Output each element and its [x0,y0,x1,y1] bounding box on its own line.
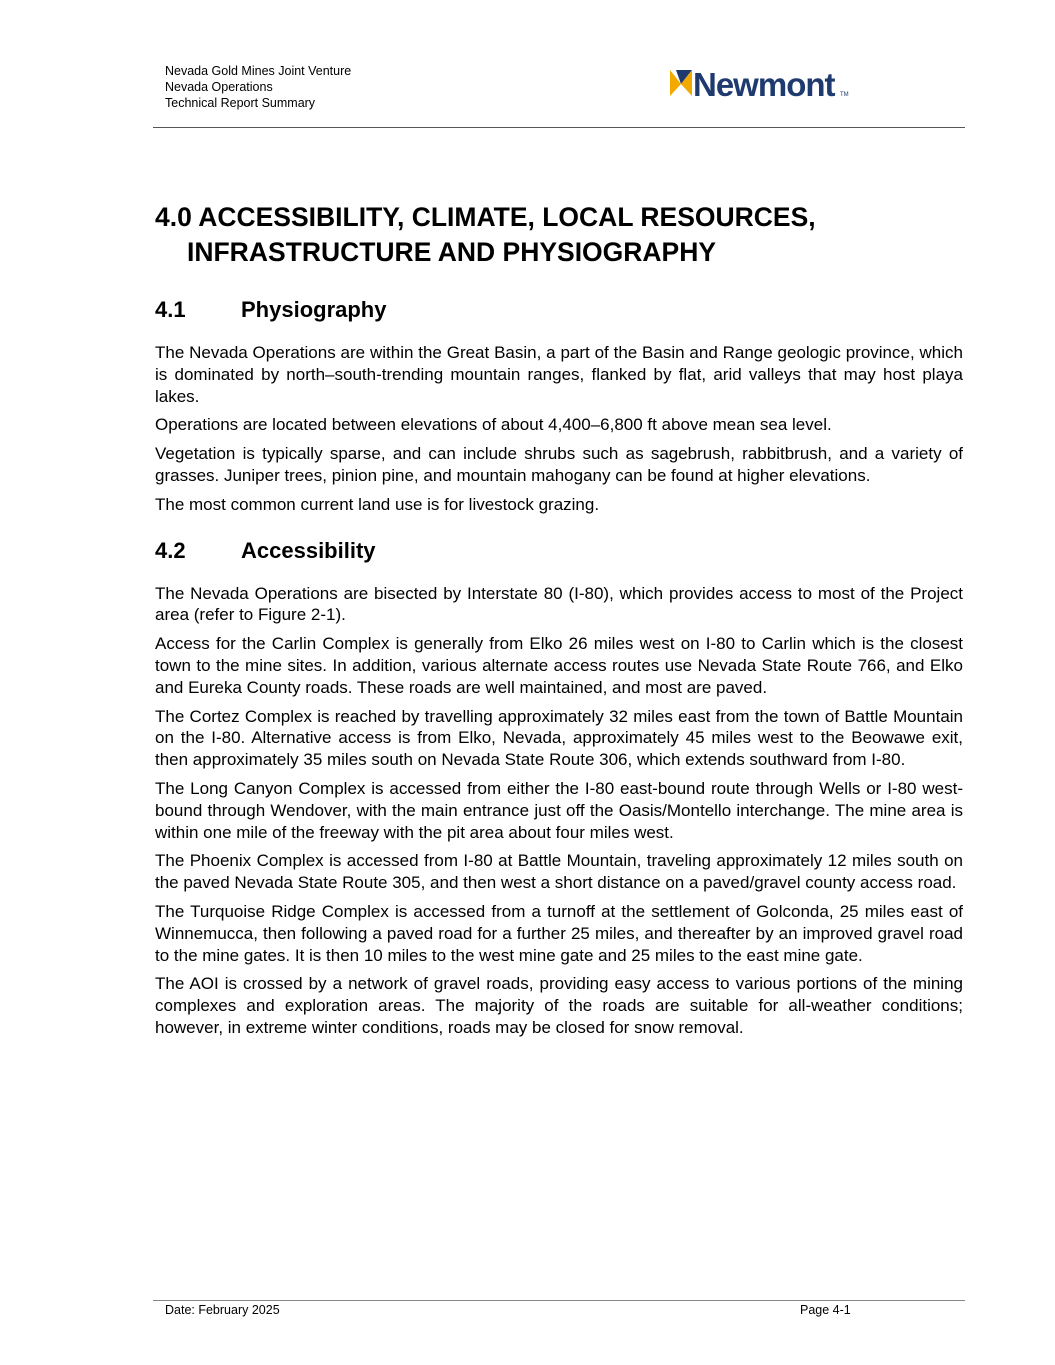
subsection-title: Accessibility [241,537,376,563]
paragraph: The AOI is crossed by a network of gravel roads, providing easy access to various portions of the mining complexes and exploration areas. The majority of the roads are suitable for all-weather conditions; however, in extreme winter conditions, roads may be closed for snow removal. [155,974,963,1037]
paragraph: Vegetation is typically sparse, and can include shrubs such as sagebrush, rabbitbrush, and a variety of grasses. Juniper trees, pinion pine, and mountain mahogany can be found at higher elevations. [155,444,963,485]
header-line-2: Nevada Operations [165,80,273,94]
paragraph: Access for the Carlin Complex is generally from Elko 26 miles west on I-80 to Carlin which is the closest town to the mine sites. In addition, various alternate access routes use Nevada State Route 766, and Elko and Eureka County roads. These roads are well maintained, and most are paved. [155,634,963,697]
header-line-1: Nevada Gold Mines Joint Venture [165,64,352,78]
subsection-heading-physiography [155,296,963,324]
newmont-logo [670,68,855,104]
paragraph: The Long Canyon Complex is accessed from either the I-80 east-bound route through Wells or I-80 west-bound through Wendover, with the main entrance just off the Oasis/Montello interchange. The mine area is within one mile of the freeway with the pit area about four miles west. [155,778,963,842]
newmont-chevron-icon [670,70,692,96]
footer-divider [153,1300,965,1301]
subsection-title: Physiography [241,297,387,322]
paragraph: The Nevada Operations are bisected by Interstate 80 (I-80), which provides access to most of the Project area (refer to Figure 2-1). [155,583,963,625]
paragraph: The Nevada Operations are within the Great Basin, a part of the Basin and Range geologic province, which is dominated by north–south-trending mountain ranges, flanked by flat, arid valleys that may host playa lakes. [155,343,963,406]
paragraph: The Cortez Complex is reached by travelling approximately 32 miles east from the town of Battle Mountain on the I-80. Alternative access is from Elko, Nevada, approximately 45 miles west to the Beowawe exit, then approximately 35 miles south on Nevada State Route 306, which extends southward from I-80. [155,706,963,770]
section-title: 4.0 ACCESSIBILITY, CLIMATE, LOCAL RESOURCES, INFRASTRUCTURE AND PHYSIOGRAPHY [155,202,816,267]
subsection-number: 4.2 [155,537,186,563]
paragraph: Operations are located between elevations of about 4,400–6,800 ft above mean sea level. [155,415,832,435]
subsection-number: 4.1 [155,297,186,322]
paragraph: The Phoenix Complex is accessed from I-80 at Battle Mountain, traveling approximately 12 miles south on the paved Nevada State Route 305, and then west a short distance on a paved/gravel county access road. [155,851,963,893]
document-body [155,200,963,1046]
logo-trademark: TM [840,92,849,98]
header-divider [153,127,965,128]
footer-page-number: Page 4-1 [800,1303,851,1317]
paragraph: The most common current land use is for livestock grazing. [155,494,600,514]
report-identifier [165,63,351,111]
logo-wordmark: Newmont [693,66,835,103]
page-header [0,0,1055,130]
subsection-heading-accessibility [155,537,963,565]
paragraph: The Turquoise Ridge Complex is accessed from a turnoff at the settlement of Golconda, 25 miles east of Winnemucca, then following a paved road for a further 25 miles, and thereafter by an improved gravel road to the mine gates. It is then 10 miles to the west mine gate and 25 miles to the east mine gate. [155,901,963,965]
footer-date: Date: February 2025 [165,1303,280,1317]
header-line-3: Technical Report Summary [165,96,316,110]
